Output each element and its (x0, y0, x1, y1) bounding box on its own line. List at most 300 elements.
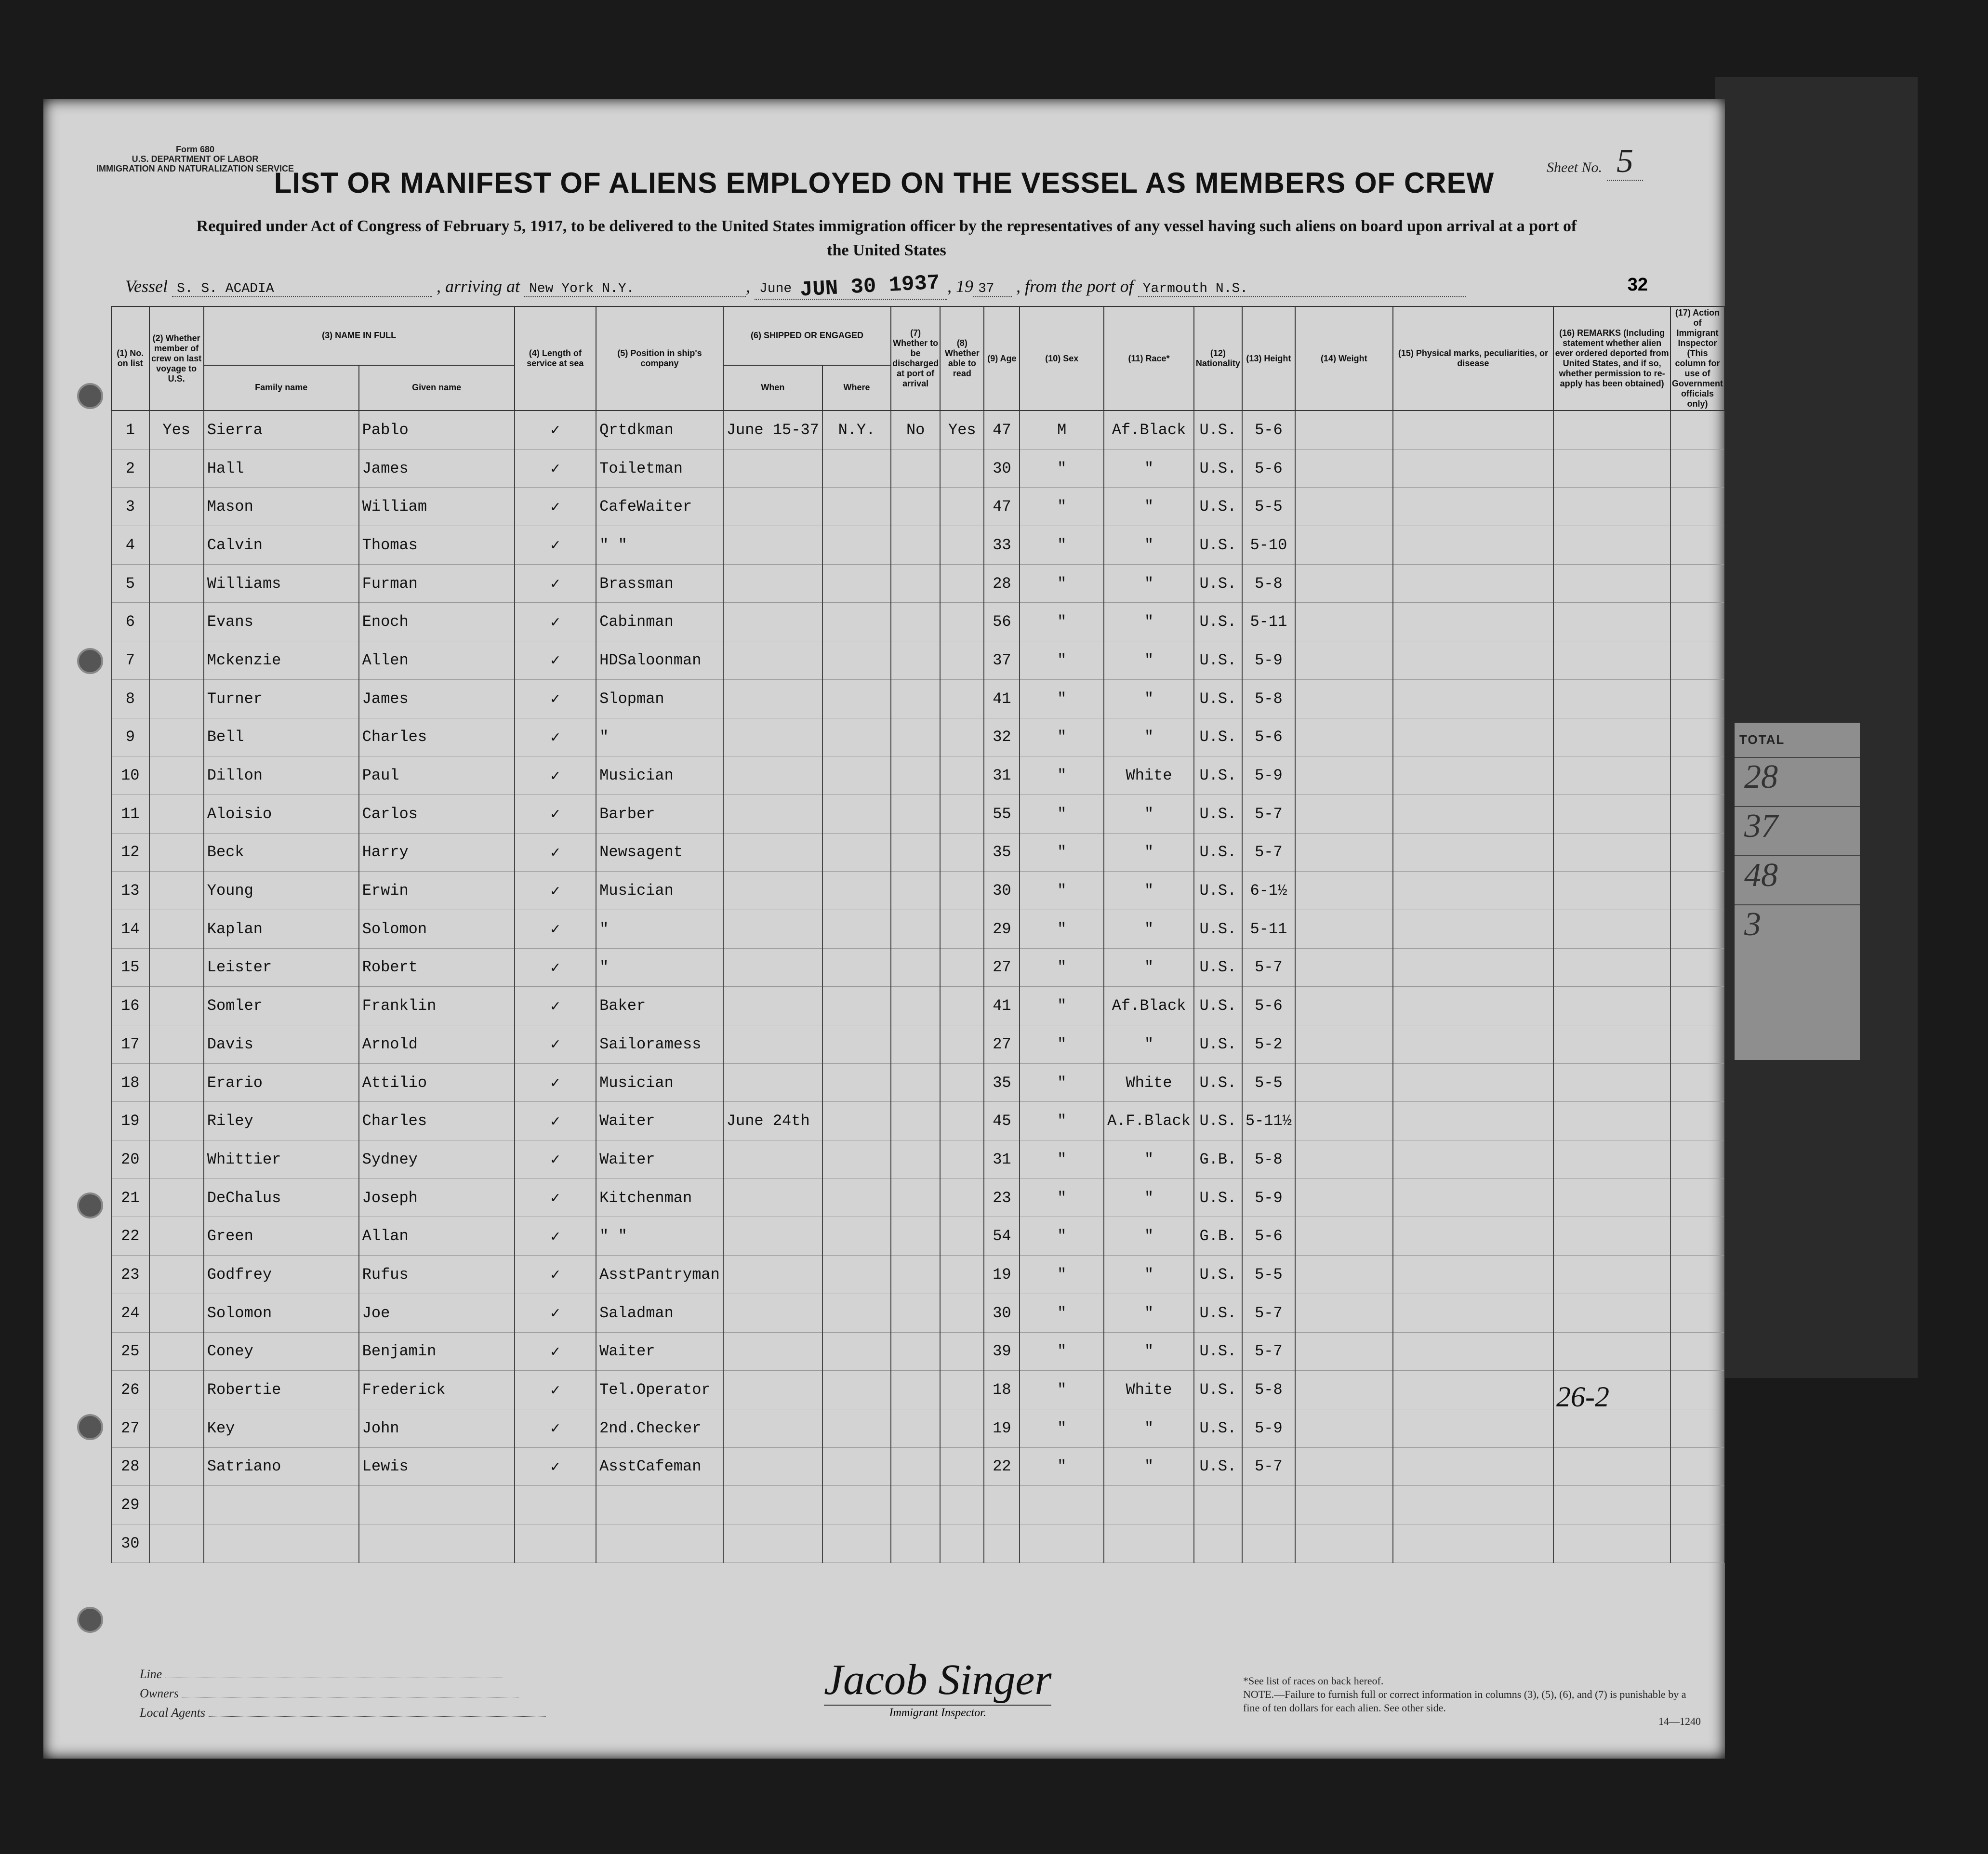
nationality-cell: U.S. (1194, 641, 1242, 680)
sheet-value: 5 (1607, 143, 1643, 181)
local-agents-label: Local Agents (140, 1706, 206, 1720)
action-cell (1670, 1371, 1724, 1409)
discharged-cell (891, 1524, 940, 1563)
remarks-cell (1553, 1025, 1670, 1064)
action-cell (1670, 1179, 1724, 1217)
height-cell: 5-2 (1242, 1025, 1295, 1064)
age-cell: 35 (984, 833, 1020, 872)
race-cell: " (1104, 1217, 1194, 1256)
shipped-where-cell (822, 756, 891, 795)
weight-cell (1295, 488, 1393, 526)
race-cell: White (1104, 1371, 1194, 1409)
col-header-read: (8) Whether able to read (940, 306, 984, 411)
given-name-cell: Allan (359, 1217, 515, 1256)
signature-text: Jacob Singer (824, 1656, 1052, 1704)
remarks-cell (1553, 449, 1670, 488)
age-cell: 56 (984, 603, 1020, 641)
last-voyage-cell (149, 526, 204, 565)
family-name-cell: Turner (204, 679, 359, 718)
discharged-cell (891, 718, 940, 756)
action-cell (1670, 718, 1724, 756)
shipped-where-cell (822, 948, 891, 987)
table-row (111, 449, 1724, 488)
service-cell: ✓ (515, 1217, 596, 1256)
family-name-cell: Bell (204, 718, 359, 756)
punch-hole (77, 1414, 103, 1440)
given-name-cell: Attilio (359, 1063, 515, 1102)
discharged-cell (891, 910, 940, 948)
sex-cell: " (1020, 1063, 1104, 1102)
service-cell (515, 1486, 596, 1524)
race-cell: " (1104, 1179, 1194, 1217)
given-name-cell: Solomon (359, 910, 515, 948)
action-cell (1670, 872, 1724, 910)
discharged-cell (891, 1217, 940, 1256)
remarks-cell (1553, 641, 1670, 680)
able-to-read-cell (940, 795, 984, 833)
race-cell: " (1104, 641, 1194, 680)
physical-marks-cell (1393, 679, 1554, 718)
race-cell: " (1104, 488, 1194, 526)
given-name-cell: Enoch (359, 603, 515, 641)
row-number: 6 (111, 603, 149, 641)
family-name-cell: Robertie (204, 1371, 359, 1409)
race-cell: " (1104, 603, 1194, 641)
able-to-read-cell (940, 948, 984, 987)
age-cell: 28 (984, 564, 1020, 603)
punch-hole (77, 1607, 103, 1633)
discharged-cell (891, 987, 940, 1025)
action-cell (1670, 910, 1724, 948)
position-cell: Sailoramess (596, 1025, 723, 1064)
col-header-where: Where (822, 365, 891, 411)
height-cell: 5-9 (1242, 756, 1295, 795)
service-cell: ✓ (515, 910, 596, 948)
given-name-cell: Arnold (359, 1025, 515, 1064)
nationality-cell: U.S. (1194, 910, 1242, 948)
sex-cell: " (1020, 718, 1104, 756)
nationality-cell: U.S. (1194, 603, 1242, 641)
shipped-when-cell (723, 756, 822, 795)
discharged-cell (891, 679, 940, 718)
table-row (111, 564, 1724, 603)
height-cell: 5-7 (1242, 1447, 1295, 1486)
department-name: U.S. DEPARTMENT OF LABOR (132, 154, 259, 164)
last-voyage-cell (149, 1447, 204, 1486)
row-number: 29 (111, 1486, 149, 1524)
height-cell: 5-6 (1242, 411, 1295, 449)
given-name-cell: Erwin (359, 872, 515, 910)
col-header-sex: (10) Sex (1020, 306, 1104, 411)
remarks-cell (1553, 872, 1670, 910)
inspector-signature (824, 1655, 1051, 1720)
given-name-cell: Sydney (359, 1140, 515, 1179)
action-cell (1670, 641, 1724, 680)
able-to-read-cell (940, 1409, 984, 1447)
col-header-when: When (723, 365, 822, 411)
age-cell: 22 (984, 1447, 1020, 1486)
table-row (111, 987, 1724, 1025)
shipped-where-cell (822, 1256, 891, 1294)
given-name-cell (359, 1524, 515, 1563)
position-cell: Waiter (596, 1102, 723, 1140)
row-number: 26 (111, 1371, 149, 1409)
sex-cell (1020, 1524, 1104, 1563)
family-name-cell: Erario (204, 1063, 359, 1102)
service-cell: ✓ (515, 526, 596, 565)
weight-cell (1295, 1025, 1393, 1064)
row-number: 20 (111, 1140, 149, 1179)
weight-cell (1295, 1486, 1393, 1524)
row-number: 17 (111, 1025, 149, 1064)
remarks-cell (1553, 411, 1670, 449)
physical-marks-cell (1393, 1256, 1554, 1294)
remarks-cell (1553, 1447, 1670, 1486)
physical-marks-cell (1393, 948, 1554, 987)
remarks-cell (1553, 718, 1670, 756)
able-to-read-cell (940, 1102, 984, 1140)
height-cell: 5-5 (1242, 1063, 1295, 1102)
able-to-read-cell (940, 1179, 984, 1217)
family-name-cell: Somler (204, 987, 359, 1025)
physical-marks-cell (1393, 1371, 1554, 1409)
form-number: Form 680 (175, 145, 215, 154)
family-name-cell: Coney (204, 1332, 359, 1371)
shipped-where-cell (822, 603, 891, 641)
row-number: 10 (111, 756, 149, 795)
punch-hole (77, 1192, 103, 1218)
table-row (111, 488, 1724, 526)
row-number: 4 (111, 526, 149, 565)
discharged-cell (891, 948, 940, 987)
shipped-when-cell (723, 564, 822, 603)
action-cell (1670, 795, 1724, 833)
shipped-when-cell (723, 679, 822, 718)
table-row (111, 603, 1724, 641)
service-cell: ✓ (515, 1063, 596, 1102)
row-number: 27 (111, 1409, 149, 1447)
col-header-height: (13) Height (1242, 306, 1295, 411)
row-number: 22 (111, 1217, 149, 1256)
last-voyage-cell (149, 718, 204, 756)
sex-cell: M (1020, 411, 1104, 449)
able-to-read-cell (940, 1025, 984, 1064)
shipped-when-cell (723, 872, 822, 910)
table-row (111, 1486, 1724, 1524)
family-name-cell: Godfrey (204, 1256, 359, 1294)
position-cell: Kitchenman (596, 1179, 723, 1217)
action-cell (1670, 449, 1724, 488)
family-name-cell: Mason (204, 488, 359, 526)
physical-marks-cell (1393, 603, 1554, 641)
row-number: 3 (111, 488, 149, 526)
last-voyage-cell (149, 564, 204, 603)
shipped-where-cell (822, 1217, 891, 1256)
able-to-read-cell (940, 1371, 984, 1409)
discharged-cell (891, 795, 940, 833)
service-cell: ✓ (515, 1409, 596, 1447)
last-voyage-cell (149, 1524, 204, 1563)
age-cell: 47 (984, 488, 1020, 526)
departure-port: Yarmouth N.S. (1138, 281, 1466, 297)
height-cell: 5-10 (1242, 526, 1295, 565)
col-header-weight: (14) Weight (1295, 306, 1393, 411)
race-cell: " (1104, 1294, 1194, 1332)
last-voyage-cell (149, 1409, 204, 1447)
age-cell (984, 1486, 1020, 1524)
nationality-cell: U.S. (1194, 1409, 1242, 1447)
weight-cell (1295, 641, 1393, 680)
able-to-read-cell (940, 1294, 984, 1332)
race-cell: Af.Black (1104, 411, 1194, 449)
given-name-cell: Allen (359, 641, 515, 680)
height-cell: 5-7 (1242, 1294, 1295, 1332)
sex-cell: " (1020, 1217, 1104, 1256)
last-voyage-cell (149, 1179, 204, 1217)
age-cell: 19 (984, 1409, 1020, 1447)
action-cell (1670, 1447, 1724, 1486)
weight-cell (1295, 1447, 1393, 1486)
family-name-cell (204, 1524, 359, 1563)
given-name-cell: Rufus (359, 1256, 515, 1294)
shipped-when-cell (723, 641, 822, 680)
row-number: 1 (111, 411, 149, 449)
shipped-where-cell (822, 488, 891, 526)
arrival-port: New York N.Y. (524, 281, 746, 297)
race-cell: " (1104, 564, 1194, 603)
from-port-label: , from the port of (1016, 277, 1134, 296)
action-cell (1670, 1409, 1724, 1447)
sex-cell: " (1020, 526, 1104, 565)
height-cell (1242, 1486, 1295, 1524)
weight-cell (1295, 564, 1393, 603)
able-to-read-cell (940, 1332, 984, 1371)
position-cell: Musician (596, 872, 723, 910)
action-cell (1670, 1217, 1724, 1256)
family-name-cell: Hall (204, 449, 359, 488)
family-name-cell: Leister (204, 948, 359, 987)
nationality-cell: U.S. (1194, 948, 1242, 987)
discharged-cell (891, 1063, 940, 1102)
action-cell (1670, 1063, 1724, 1102)
physical-marks-cell (1393, 526, 1554, 565)
physical-marks-cell (1393, 833, 1554, 872)
weight-cell (1295, 833, 1393, 872)
table-row (111, 795, 1724, 833)
shipped-when-cell (723, 526, 822, 565)
nationality-cell: U.S. (1194, 718, 1242, 756)
weight-cell (1295, 603, 1393, 641)
service-cell: ✓ (515, 1371, 596, 1409)
service-cell: ✓ (515, 564, 596, 603)
position-cell: Musician (596, 1063, 723, 1102)
sex-cell: " (1020, 679, 1104, 718)
position-cell: Barber (596, 795, 723, 833)
shipped-when-cell (723, 1447, 822, 1486)
family-name-cell: DeChalus (204, 1179, 359, 1217)
discharged-cell (891, 1486, 940, 1524)
action-cell (1670, 526, 1724, 565)
physical-marks-cell (1393, 1486, 1554, 1524)
position-cell: CafeWaiter (596, 488, 723, 526)
given-name-cell: Paul (359, 756, 515, 795)
remarks-cell (1553, 910, 1670, 948)
given-name-cell: Frederick (359, 1371, 515, 1409)
sex-cell: " (1020, 1140, 1104, 1179)
table-row (111, 1217, 1724, 1256)
row-number: 30 (111, 1524, 149, 1563)
race-cell: " (1104, 1140, 1194, 1179)
race-cell (1104, 1524, 1194, 1563)
age-cell: 29 (984, 910, 1020, 948)
race-cell: " (1104, 526, 1194, 565)
family-name-cell: Davis (204, 1025, 359, 1064)
height-cell: 5-8 (1242, 1371, 1295, 1409)
age-cell: 30 (984, 1294, 1020, 1332)
discharged-cell (891, 1294, 940, 1332)
shipped-where-cell (822, 641, 891, 680)
able-to-read-cell (940, 756, 984, 795)
weight-cell (1295, 411, 1393, 449)
height-cell: 6-1½ (1242, 872, 1295, 910)
age-cell: 39 (984, 1332, 1020, 1371)
discharged-cell (891, 1447, 940, 1486)
last-voyage-cell (149, 488, 204, 526)
race-cell: " (1104, 795, 1194, 833)
remarks-cell (1553, 795, 1670, 833)
page-number: 32 (1627, 275, 1648, 295)
table-row (111, 1294, 1724, 1332)
shipped-when-cell (723, 987, 822, 1025)
weight-cell (1295, 1140, 1393, 1179)
action-cell (1670, 756, 1724, 795)
age-cell: 54 (984, 1217, 1020, 1256)
height-cell: 5-9 (1242, 1179, 1295, 1217)
discharged-cell (891, 1025, 940, 1064)
given-name-cell: Harry (359, 833, 515, 872)
physical-marks-cell (1393, 1409, 1554, 1447)
col-header-physical-marks: (15) Physical marks, peculiarities, or disease (1393, 306, 1554, 411)
last-voyage-cell (149, 1332, 204, 1371)
table-row (111, 1140, 1724, 1179)
line-label: Line (140, 1667, 162, 1681)
remarks-cell (1553, 1524, 1670, 1563)
position-cell: " " (596, 526, 723, 565)
given-name-cell: Carlos (359, 795, 515, 833)
stub-number: 37 (1735, 806, 1860, 855)
shipped-where-cell (822, 1371, 891, 1409)
action-cell (1670, 1524, 1724, 1563)
able-to-read-cell (940, 488, 984, 526)
weight-cell (1295, 1294, 1393, 1332)
table-row (111, 411, 1724, 449)
height-cell: 5-5 (1242, 488, 1295, 526)
col-header-race: (11) Race* (1104, 306, 1194, 411)
shipped-where-cell (822, 1140, 891, 1179)
last-voyage-cell (149, 1063, 204, 1102)
age-cell: 41 (984, 987, 1020, 1025)
remarks-cell (1553, 1063, 1670, 1102)
row-number: 21 (111, 1179, 149, 1217)
given-name-cell: Benjamin (359, 1332, 515, 1371)
action-cell (1670, 1486, 1724, 1524)
last-voyage-cell (149, 1140, 204, 1179)
shipped-when-cell (723, 1179, 822, 1217)
page-title: LIST OR MANIFEST OF ALIENS EMPLOYED ON THE VESSEL AS MEMBERS OF CREW (274, 167, 1495, 199)
row-number: 23 (111, 1256, 149, 1294)
punch-hole (77, 648, 103, 674)
family-name-cell: Dillon (204, 756, 359, 795)
col-header-service: (4) Length of service at sea (515, 306, 596, 411)
action-cell (1670, 987, 1724, 1025)
nationality-cell: U.S. (1194, 564, 1242, 603)
able-to-read-cell (940, 526, 984, 565)
last-voyage-cell (149, 987, 204, 1025)
sex-cell: " (1020, 488, 1104, 526)
age-cell: 27 (984, 948, 1020, 987)
nationality-cell (1194, 1524, 1242, 1563)
row-number: 28 (111, 1447, 149, 1486)
service-cell: ✓ (515, 948, 596, 987)
discharged-cell (891, 564, 940, 603)
nationality-cell: U.S. (1194, 449, 1242, 488)
height-cell: 5-8 (1242, 564, 1295, 603)
remarks-cell (1553, 1102, 1670, 1140)
service-cell: ✓ (515, 872, 596, 910)
table-row (111, 756, 1724, 795)
sex-cell: " (1020, 948, 1104, 987)
vessel-line: Vessel S. S. ACADIA , arriving at New York N.Y. , June JUN 30 1937 , 19 37 , from the port of Yarmouth N.S. (125, 275, 1667, 300)
able-to-read-cell (940, 603, 984, 641)
weight-cell (1295, 449, 1393, 488)
age-cell: 35 (984, 1063, 1020, 1102)
nationality-cell: U.S. (1194, 795, 1242, 833)
row-number: 25 (111, 1332, 149, 1371)
position-cell: Cabinman (596, 603, 723, 641)
weight-cell (1295, 795, 1393, 833)
shipped-where-cell (822, 872, 891, 910)
last-voyage-cell (149, 641, 204, 680)
last-voyage-cell (149, 1256, 204, 1294)
weight-cell (1295, 1217, 1393, 1256)
shipped-when-cell (723, 795, 822, 833)
sex-cell: " (1020, 1102, 1104, 1140)
height-cell: 5-6 (1242, 1217, 1295, 1256)
shipped-when-cell (723, 1025, 822, 1064)
service-cell: ✓ (515, 411, 596, 449)
crew-table (111, 306, 1725, 1563)
service-cell: ✓ (515, 1102, 596, 1140)
remarks-cell (1553, 1256, 1670, 1294)
shipped-when-cell (723, 1486, 822, 1524)
family-name-cell: Mckenzie (204, 641, 359, 680)
family-name-cell: Satriano (204, 1447, 359, 1486)
given-name-cell: Pablo (359, 411, 515, 449)
given-name-cell: James (359, 679, 515, 718)
shipped-where-cell (822, 910, 891, 948)
discharged-cell (891, 1179, 940, 1217)
sex-cell: " (1020, 756, 1104, 795)
position-cell: " (596, 910, 723, 948)
physical-marks-cell (1393, 1524, 1554, 1563)
shipped-where-cell (822, 1025, 891, 1064)
row-number: 7 (111, 641, 149, 680)
sex-cell: " (1020, 1371, 1104, 1409)
adjacent-page-stub (1735, 723, 1860, 1060)
remarks-cell (1553, 833, 1670, 872)
race-cell: " (1104, 679, 1194, 718)
remarks-cell (1553, 679, 1670, 718)
